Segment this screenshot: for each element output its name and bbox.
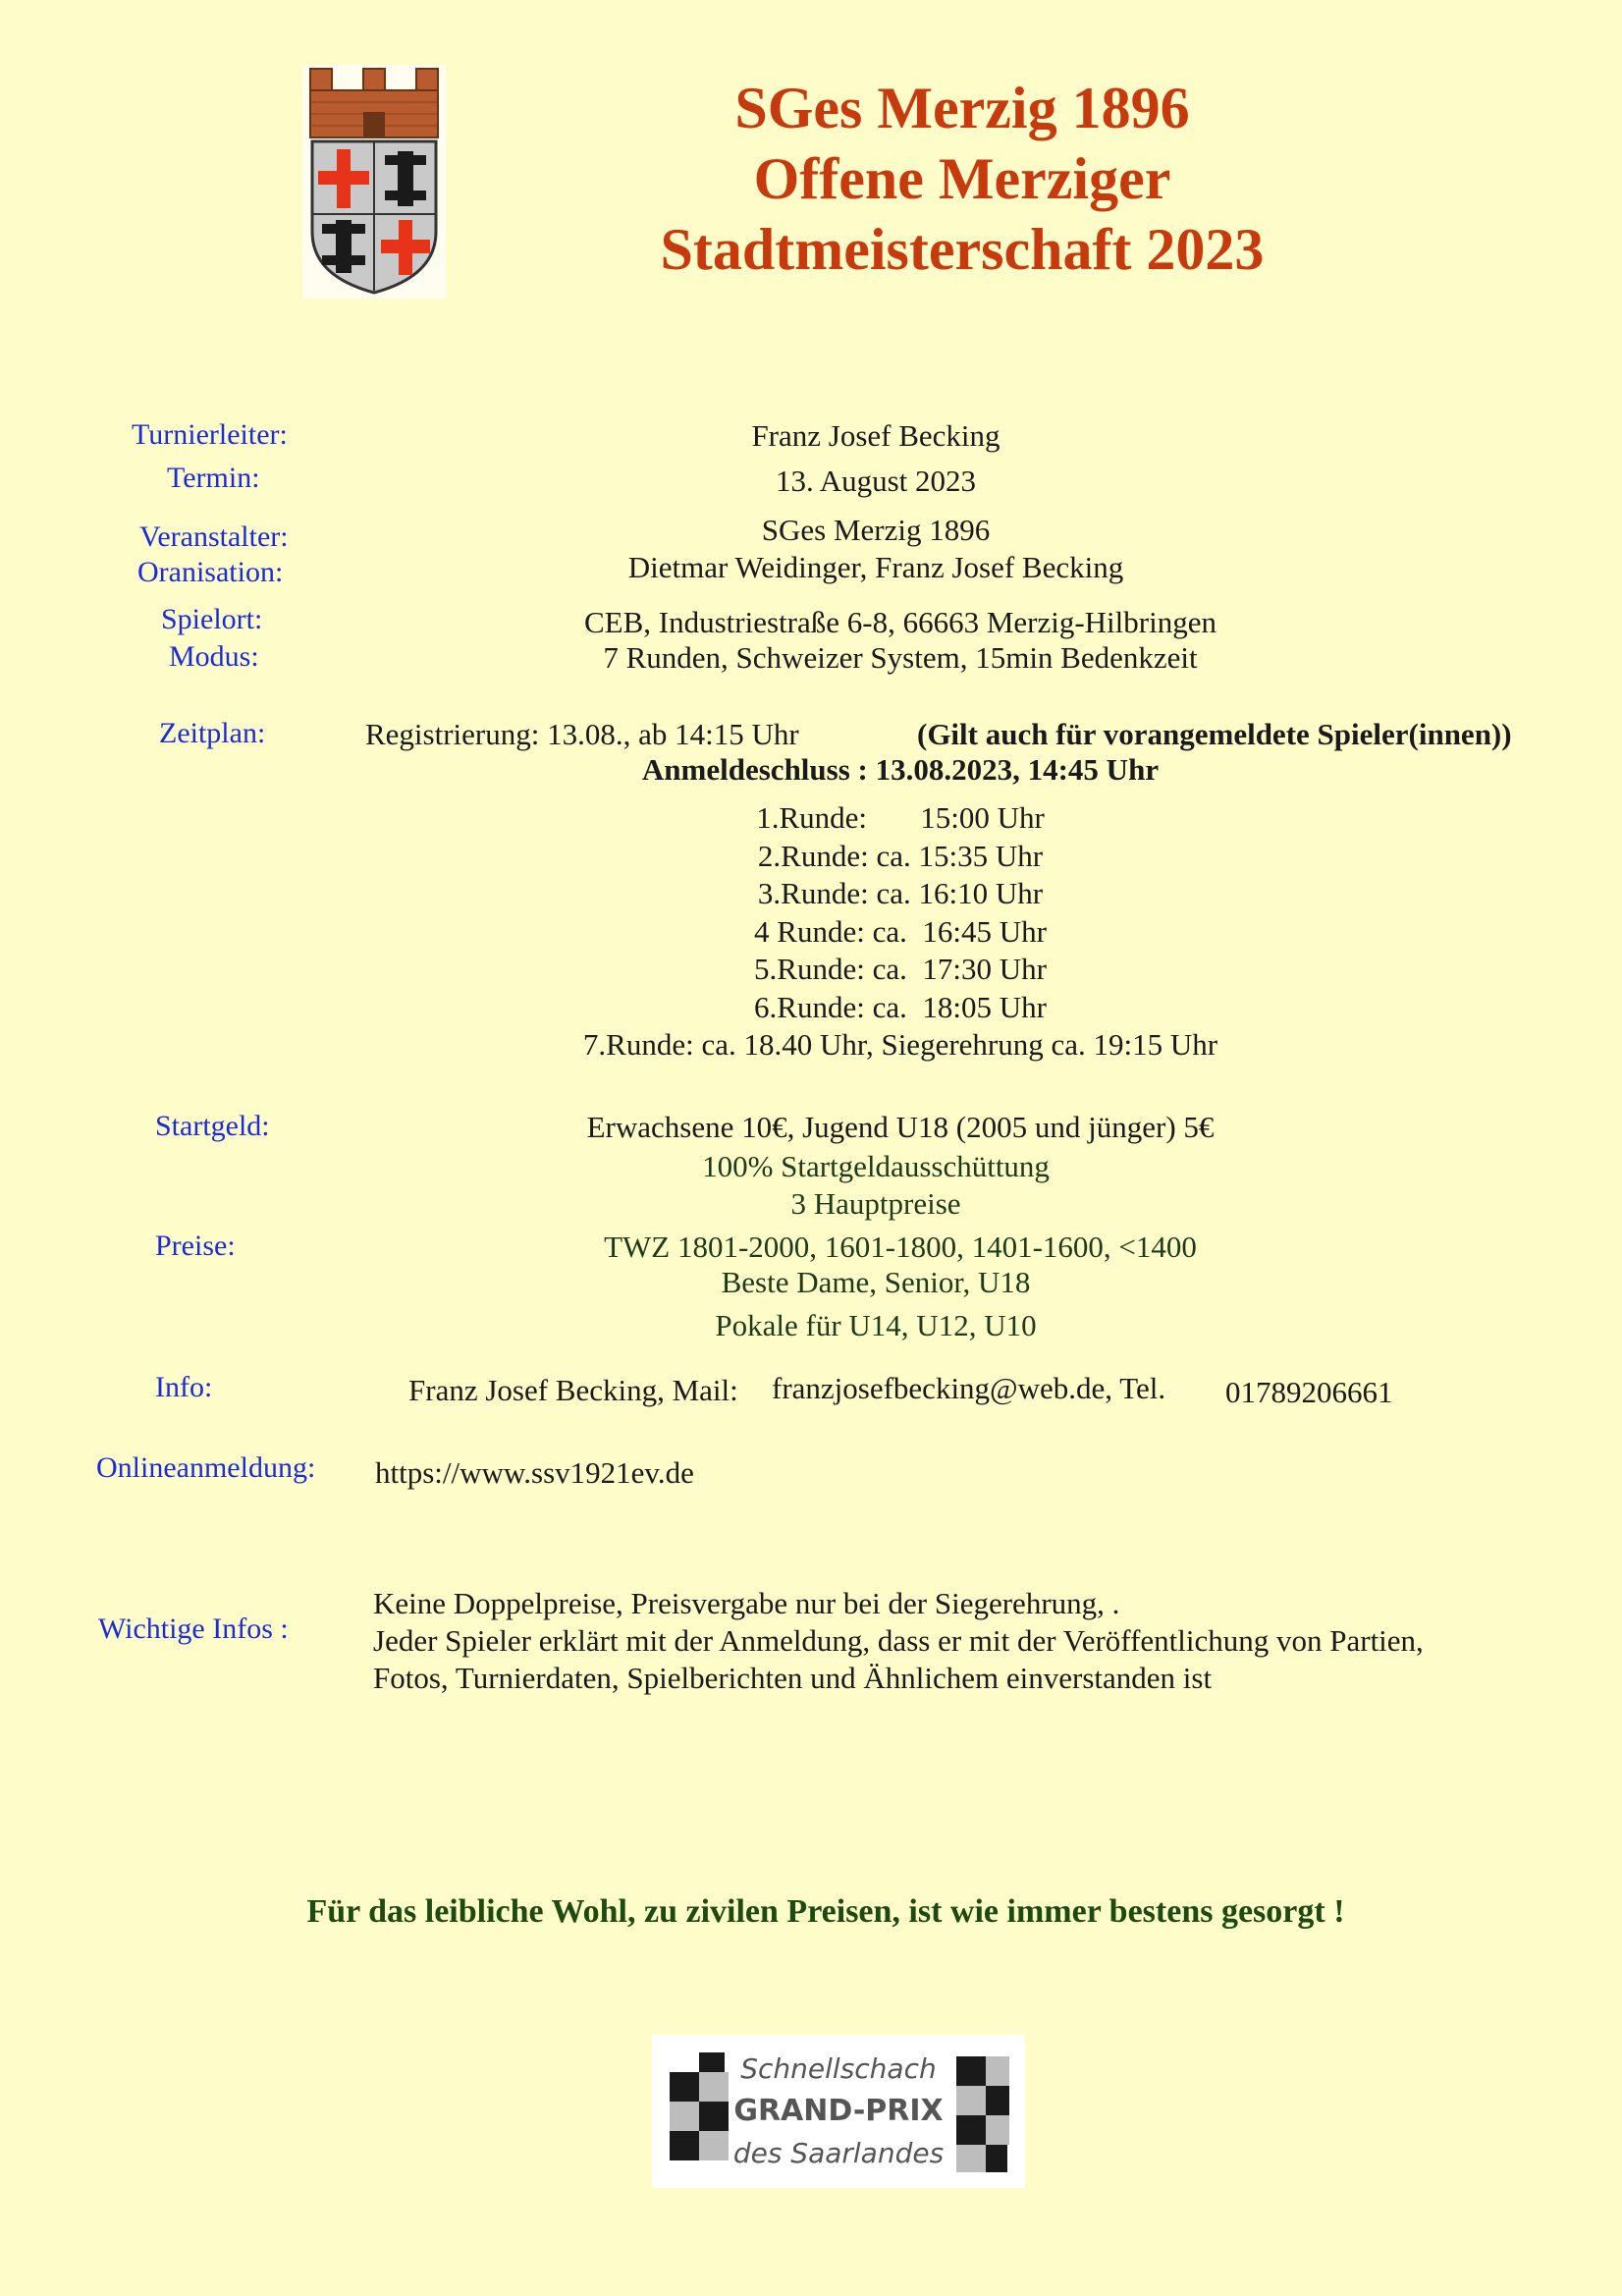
prize-line-1: TWZ 1801-2000, 1601-1800, 1401-1600, <1400: [604, 1230, 1197, 1264]
important-line-1: Keine Doppelpreise, Preisvergabe nur bei der Siegerehrung, .: [373, 1586, 1120, 1620]
turnierleiter-label: Turnierleiter:: [132, 418, 288, 451]
catering-note: Für das leibliche Wohl, zu zivilen Preisen, ist wie immer bestens gesorgt !: [306, 1893, 1345, 1930]
modus-value: 7 Runden, Schweizer System, 15min Bedenkzeit: [603, 640, 1198, 675]
round-4: 4 Runde: ca. 16:45 Uhr: [754, 913, 1047, 949]
round-2: 2.Runde: ca. 15:35 Uhr: [757, 838, 1044, 873]
round-3: 3.Runde: ca. 16:10 Uhr: [757, 876, 1044, 910]
zeitplan-label: Zeitplan:: [159, 717, 266, 749]
veranstalter-value: SGes Merzig 1896: [761, 513, 991, 547]
round-schedule: [434, 799, 1367, 1065]
registration-note: (Gilt auch für vorangemeldete Spieler(innen)): [917, 717, 1512, 751]
gp-line-1: Schnellschach: [740, 2052, 937, 2085]
round-5: 5.Runde: ca. 17:30 Uhr: [754, 952, 1047, 986]
modus-label: Modus:: [169, 640, 259, 673]
prize-line-2: Beste Dame, Senior, U18: [721, 1265, 1031, 1299]
title-line-1: SGes Merzig 1896: [734, 76, 1190, 140]
online-url[interactable]: https://www.ssv1921ev.de: [375, 1455, 694, 1490]
contact-phone: 01789206661: [1225, 1375, 1393, 1409]
title-line-3: Stadtmeisterschaft 2023: [660, 217, 1265, 282]
contact-email[interactable]: franzjosefbecking@web.de, Tel.: [772, 1371, 1166, 1405]
important-label: Wichtige Infos :: [98, 1613, 289, 1645]
gp-line-2: GRAND-PRIX: [733, 2094, 944, 2128]
round-6: 6.Runde: ca. 18:05 Uhr: [754, 989, 1047, 1024]
registration-time: Registrierung: 13.08., ab 14:15 Uhr: [365, 717, 799, 751]
title-line-2: Offene Merziger: [753, 146, 1171, 211]
preise-label: Preise:: [155, 1230, 236, 1262]
registration-deadline: Anmeldeschluss : 13.08.2023, 14:45 Uhr: [641, 752, 1160, 787]
startgeld-value: Erwachsene 10€, Jugend U18 (2005 und jünger) 5€: [586, 1110, 1215, 1144]
page-title: [550, 73, 1375, 285]
termin-value: 13. August 2023: [775, 464, 977, 498]
info-label: Info:: [155, 1371, 213, 1403]
turnierleiter-value: Franz Josef Becking: [751, 418, 1000, 453]
important-line-3: Fotos, Turnierdaten, Spielberichten und Ähnlichem einverstanden ist: [373, 1661, 1213, 1695]
oranisation-label: Oranisation:: [137, 556, 284, 588]
online-label: Onlineanmeldung:: [96, 1451, 316, 1484]
main-prizes: 3 Hauptpreise: [790, 1186, 961, 1221]
important-text: [373, 1585, 1424, 1697]
coat-of-arms-icon: [302, 65, 446, 299]
startgeld-label: Startgeld:: [155, 1110, 270, 1142]
oranisation-value: Dietmar Weidinger, Franz Josef Becking: [627, 550, 1124, 584]
startgeld-distribution: 100% Startgeldausschüttung: [702, 1149, 1050, 1183]
round-7: 7.Runde: ca. 18.40 Uhr, Siegerehrung ca. 19:15 Uhr: [582, 1027, 1218, 1062]
grand-prix-logo: [652, 2035, 1025, 2188]
gp-line-3: des Saarlandes: [732, 2137, 945, 2169]
spielort-value: CEB, Industriestraße 6-8, 66663 Merzig-Hilbringen: [584, 605, 1216, 639]
contact-name: Franz Josef Becking, Mail:: [408, 1373, 738, 1407]
termin-label: Termin:: [167, 462, 260, 494]
veranstalter-label: Veranstalter:: [139, 520, 289, 553]
round-1: 1.Runde: 15:00 Uhr: [756, 800, 1045, 835]
important-line-2: Jeder Spieler erklärt mit der Anmeldung, dass er mit der Veröffentlichung von Partien,: [373, 1623, 1424, 1658]
prize-line-3: Pokale für U14, U12, U10: [715, 1308, 1037, 1342]
spielort-label: Spielort:: [161, 603, 263, 635]
